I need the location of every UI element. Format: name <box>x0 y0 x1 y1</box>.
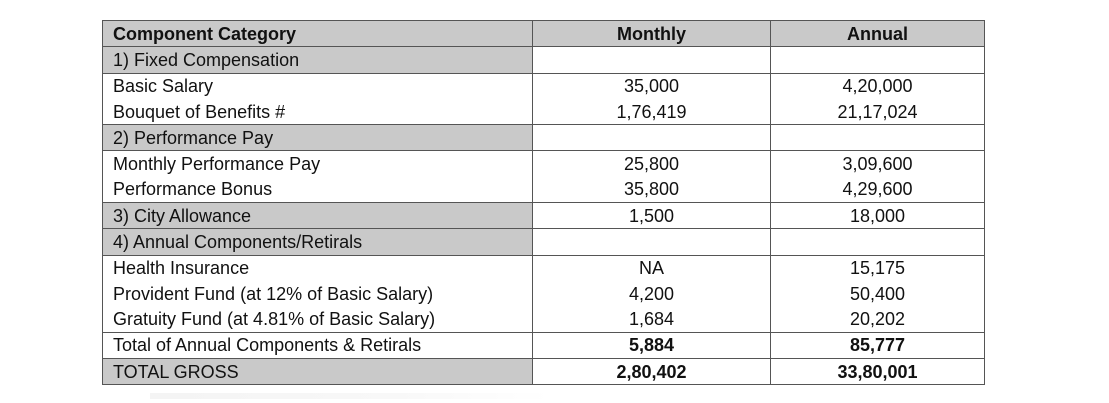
annual-value: 21,17,024 <box>771 99 985 125</box>
monthly-value <box>533 47 771 73</box>
annual-value <box>771 229 985 255</box>
header-annual: Annual <box>771 21 985 47</box>
total-label: TOTAL GROSS <box>103 358 533 384</box>
annual-value: 3,09,600 <box>771 151 985 177</box>
total-row <box>103 358 985 384</box>
monthly-value: 1,684 <box>533 306 771 332</box>
annual-value: 4,29,600 <box>771 177 985 203</box>
table-row <box>103 281 985 306</box>
annual-value: 4,20,000 <box>771 73 985 99</box>
compensation-sheet <box>102 20 985 385</box>
header-monthly: Monthly <box>533 21 771 47</box>
monthly-value: 1,500 <box>533 203 771 229</box>
table-row <box>103 73 985 99</box>
monthly-value <box>533 229 771 255</box>
subtotal-monthly: 5,884 <box>533 332 771 358</box>
table-row <box>103 151 985 177</box>
subtotal-label: Total of Annual Components & Retirals <box>103 332 533 358</box>
table-row <box>103 177 985 203</box>
component-label: Monthly Performance Pay <box>103 151 533 177</box>
header-row <box>103 21 985 47</box>
compensation-table <box>102 20 985 385</box>
monthly-value: NA <box>533 255 771 281</box>
table-row <box>103 306 985 332</box>
section-label: 1) Fixed Compensation <box>103 47 533 73</box>
annual-value: 20,202 <box>771 306 985 332</box>
component-label: Gratuity Fund (at 4.81% of Basic Salary) <box>103 306 533 332</box>
faded-footer-line <box>150 393 550 399</box>
section-label: 2) Performance Pay <box>103 125 533 151</box>
subtotal-annual: 85,777 <box>771 332 985 358</box>
annual-value <box>771 47 985 73</box>
subtotal-row <box>103 332 985 358</box>
header-category: Component Category <box>103 21 533 47</box>
table-row <box>103 255 985 281</box>
monthly-value: 1,76,419 <box>533 99 771 125</box>
table-row <box>103 229 985 255</box>
component-label: Bouquet of Benefits # <box>103 99 533 125</box>
component-label: Health Insurance <box>103 255 533 281</box>
annual-value: 18,000 <box>771 203 985 229</box>
total-annual: 33,80,001 <box>771 358 985 384</box>
monthly-value: 35,800 <box>533 177 771 203</box>
section-label: 3) City Allowance <box>103 203 533 229</box>
monthly-value: 35,000 <box>533 73 771 99</box>
annual-value <box>771 125 985 151</box>
annual-value: 50,400 <box>771 281 985 306</box>
component-label: Performance Bonus <box>103 177 533 203</box>
annual-value: 15,175 <box>771 255 985 281</box>
monthly-value <box>533 125 771 151</box>
table-row <box>103 99 985 125</box>
monthly-value: 25,800 <box>533 151 771 177</box>
monthly-value: 4,200 <box>533 281 771 306</box>
section-label: 4) Annual Components/Retirals <box>103 229 533 255</box>
table-row <box>103 203 985 229</box>
table-row <box>103 47 985 73</box>
table-row <box>103 125 985 151</box>
total-monthly: 2,80,402 <box>533 358 771 384</box>
component-label: Basic Salary <box>103 73 533 99</box>
component-label: Provident Fund (at 12% of Basic Salary) <box>103 281 533 306</box>
